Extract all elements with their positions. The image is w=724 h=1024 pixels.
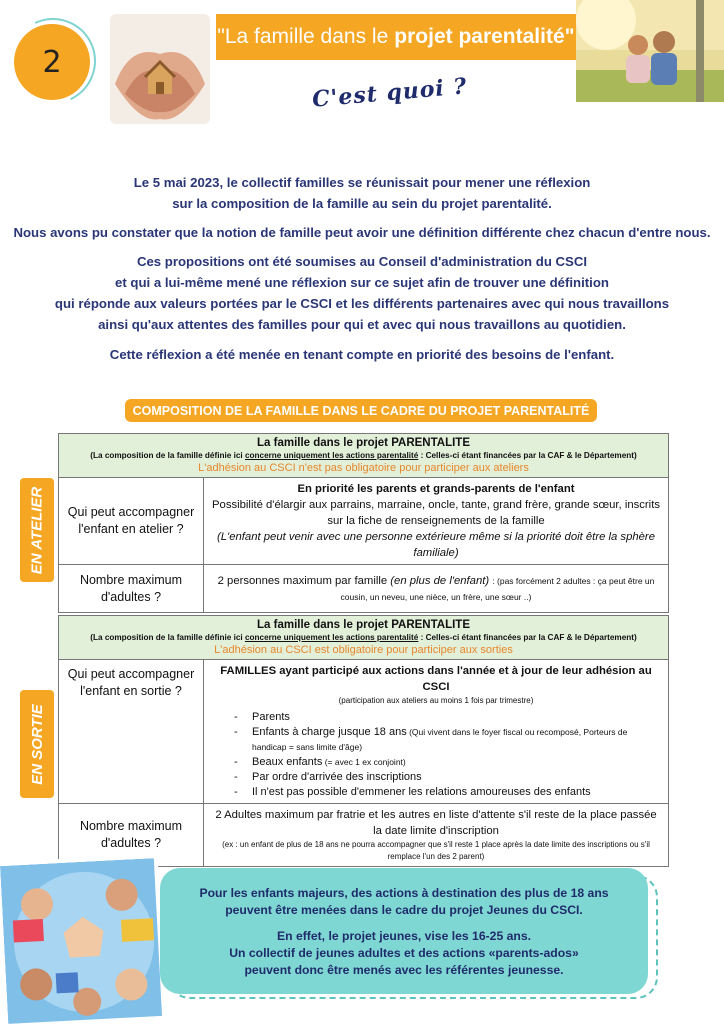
text-line: En effet, le projet jeunes, vise les 16-25 ans.	[276, 929, 531, 943]
children-photo	[576, 0, 724, 102]
atelier-tag	[20, 478, 54, 582]
extension-text: Possibilité d'élargir aux parrains, marraine, oncle, tante, grand frère, grande sœur, inscrits sur la fiche de renseignements de la famille	[212, 499, 660, 527]
item-note: (Qui vivent dans le foyer fiscal ou recomposé, Porteurs de handicap = sans limite d'âge)	[252, 727, 628, 752]
max-example: (ex : un enfant de plus de 18 ans ne pourra accompagner que s'il reste 1 place après la date limite des inscriptions ou s'il remplace l'un des 2 parent)	[222, 840, 650, 861]
table-title: La famille dans le projet PARENTALITE	[257, 437, 470, 449]
text-line: Ces propositions ont été soumises au Conseil d'administration du CSCI	[136, 254, 588, 269]
hands-house-photo	[110, 14, 210, 124]
text-line: Le 5 mai 2023, le collectif familles se réunissait pour mener une réflexion	[133, 175, 591, 190]
families-text: FAMILLES ayant participé aux actions dans l'année et à jour de leur adhésion au CSCI	[220, 665, 652, 693]
title-prefix: "La famille dans le	[217, 25, 389, 48]
sortie-table	[58, 615, 669, 867]
item-note: (= avec 1 ex conjoint)	[322, 757, 406, 767]
section-number-badge	[8, 14, 100, 110]
subtitle: C'est quoi ?	[311, 73, 469, 113]
intro-paragraph-1	[8, 172, 716, 214]
item-text: Il n'est pas possible d'emmener les relations amoureuses des enfants	[252, 786, 591, 798]
text-line: peuvent être menées dans le cadre du projet Jeunes du CSCI.	[225, 903, 583, 917]
eligible-list	[212, 710, 660, 800]
item-text: Par ordre d'arrivée des inscriptions	[252, 771, 422, 783]
row-content	[204, 478, 669, 565]
max-text: 2 personnes maximum par famille	[217, 574, 388, 587]
note-underlined: concerne uniquement les actions parentalité	[244, 633, 419, 642]
row-content	[204, 565, 669, 613]
max-small: : (pas forcément 2 adultes : ça peut être un cousin, un neveu, une nièce, un frère, une sœur ..)	[340, 575, 655, 602]
note-post: : Celles-ci étant financées par la CAF & le Département)	[418, 633, 637, 642]
atelier-table	[58, 433, 669, 613]
text-line: peuvent donc être menés avec les référentes jeunesse.	[244, 963, 564, 977]
note-pre: (La composition de la famille définie ici	[90, 633, 245, 642]
list-item	[230, 710, 660, 725]
atelier-table-header	[59, 434, 669, 478]
text-line: qui réponde aux valeurs portées par le CSCI et les différents partenaires avec qui nous travaillons	[54, 296, 670, 311]
membership-note: L'adhésion au CSCI est obligatoire pour participer aux sorties	[214, 644, 513, 656]
row-label: Qui peut accompagner l'enfant en sortie ?	[59, 660, 204, 804]
list-item	[230, 755, 660, 770]
max-text: 2 Adultes maximum par fratrie et les autres en liste d'attente s'il reste de la place passée la date limite d'inscription	[215, 809, 657, 837]
youth-group-photo	[0, 854, 166, 1024]
participation-note: (participation aux ateliers au moins 1 fois par trimestre)	[338, 696, 534, 705]
row-label: Nombre maximum d'adultes ?	[59, 804, 204, 867]
row-content	[204, 804, 669, 867]
table-note	[63, 450, 664, 461]
max-italic: (en plus de l'enfant)	[390, 574, 490, 587]
intro-paragraph-4: Cette réflexion a été menée en tenant compte en priorité des besoins de l'enfant.	[109, 347, 615, 362]
item-text: Parents	[252, 711, 290, 723]
list-item	[230, 785, 660, 800]
note-post: : Celles-ci étant financées par la CAF & le Département)	[418, 451, 637, 460]
text-line: Pour les enfants majeurs, des actions à destination des plus de 18 ans	[199, 886, 609, 900]
row-label: Qui peut accompagner l'enfant en atelier ?	[59, 478, 204, 565]
text-line: ainsi qu'aux attentes des familles pour qui et avec qui nous travaillons au quotidien.	[98, 317, 626, 332]
intro-paragraph-2: Nous avons pu constater que la notion de famille peut avoir une définition différente chez chacun d'entre nous.	[13, 225, 711, 240]
exception-text: (L'enfant peut venir avec une personne extérieure même si la priorité doit être la sphère familiale)	[217, 531, 655, 559]
row-label: Nombre maximum d'adultes ?	[59, 565, 204, 613]
section-number: 2	[14, 24, 90, 100]
title-bold: projet parentalité"	[394, 25, 575, 48]
youth-project-callout	[160, 868, 648, 994]
list-item	[230, 725, 660, 755]
sortie-table-header	[59, 616, 669, 660]
note-pre: (La composition de la famille définie ici	[90, 451, 245, 460]
table-note	[63, 632, 664, 643]
note-underlined: concerne uniquement les actions parentalité	[244, 451, 419, 460]
priority-text: En priorité les parents et grands-parents de l'enfant	[297, 483, 575, 495]
table-title: La famille dans le projet PARENTALITE	[257, 619, 470, 631]
page-title	[216, 14, 576, 60]
intro-paragraph-3	[8, 251, 716, 335]
text-line: sur la composition de la famille au sein du projet parentalité.	[172, 196, 552, 211]
section-heading: COMPOSITION DE LA FAMILLE DANS LE CADRE DU PROJET PARENTALITÉ	[125, 399, 597, 422]
atelier-tag-label: EN ATELIER	[28, 486, 46, 574]
membership-note: L'adhésion au CSCI n'est pas obligatoire pour participer aux ateliers	[198, 462, 529, 474]
row-content	[204, 660, 669, 804]
sortie-tag-label: EN SORTIE	[28, 703, 46, 785]
item-text: Beaux enfants	[252, 756, 323, 768]
item-text: Enfants à charge jusque 18 ans	[252, 726, 407, 738]
sortie-tag	[20, 690, 54, 798]
text-line: Un collectif de jeunes adultes et des actions «parents-ados»	[229, 946, 579, 960]
list-item	[230, 770, 660, 785]
text-line: et qui a lui-même mené une réflexion sur ce sujet afin de trouver une définition	[115, 275, 609, 290]
